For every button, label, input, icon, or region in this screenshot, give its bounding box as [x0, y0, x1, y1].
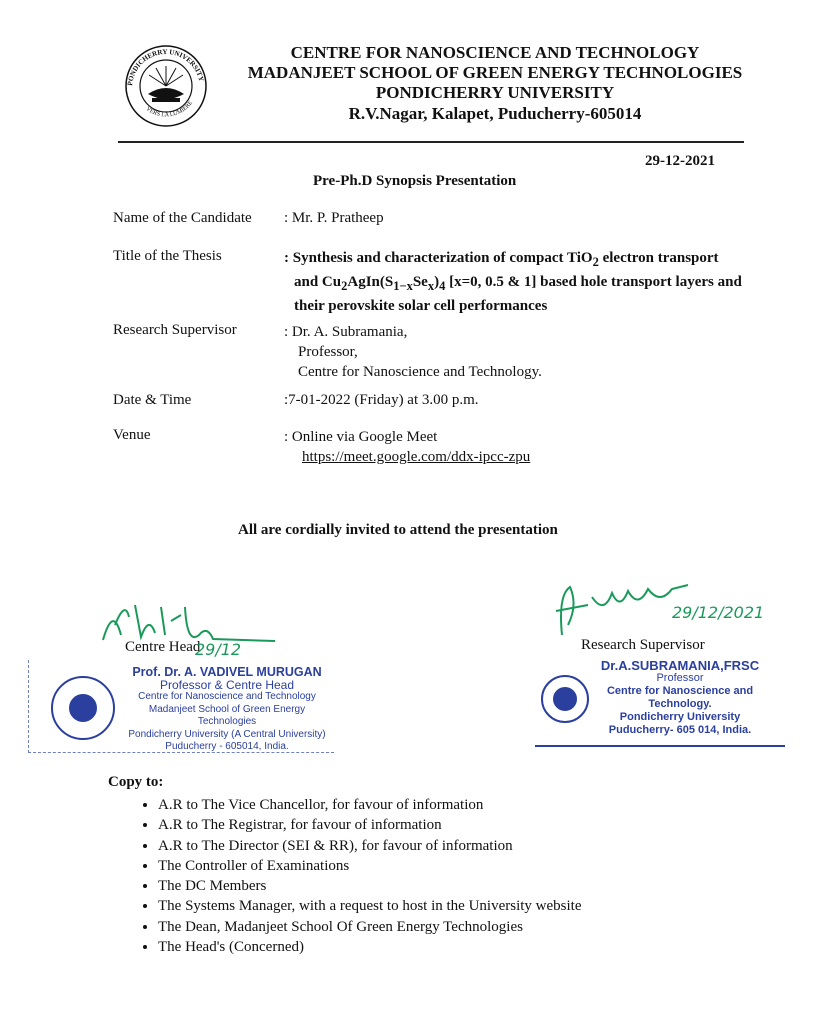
supervisor-value — [284, 322, 542, 382]
candidate-label: Name of the Candidate — [113, 210, 252, 226]
venue-mode: : Online via Google Meet — [284, 429, 438, 445]
list-item: • The Systems Manager, with a request to host in the University website — [158, 896, 582, 916]
stamp-seal-icon — [51, 676, 115, 740]
centre-head-handwritten-date: 29/12 — [195, 640, 242, 659]
supervisor-role: Research Supervisor — [581, 637, 705, 653]
stamp-address: Puducherry - 605014, India. — [165, 741, 289, 752]
thesis-title-line-1: : Synthesis and characterization of compact TiO$_2$ electron transport — [284, 250, 719, 269]
datetime-label: Date & Time — [113, 392, 192, 408]
supervisor-label: Research Supervisor — [113, 322, 237, 338]
document-date: 29-12-2021 — [645, 153, 715, 169]
copy-to-section — [108, 774, 582, 957]
supervisor-handwritten-date: 29/12/2021 — [672, 603, 765, 622]
centre-head-role: Centre Head — [125, 639, 201, 655]
header-divider — [118, 141, 744, 143]
header-line-2: MADANJEET SCHOOL OF GREEN ENERGY TECHNOLOGIES — [247, 63, 743, 82]
stamp-centre: Centre for Nanoscience and Technology — [138, 691, 316, 702]
list-item: • A.R to The Vice Chancellor, for favour of information — [158, 795, 582, 815]
candidate-value: : Mr. P. Pratheep — [284, 210, 384, 226]
thesis-title-label: Title of the Thesis — [113, 248, 222, 264]
document-subject: Pre-Ph.D Synopsis Presentation — [313, 173, 517, 189]
header-address: R.V.Nagar, Kalapet, Puducherry-605014 — [348, 104, 642, 123]
supervisor-department: Centre for Nanoscience and Technology. — [298, 364, 542, 380]
list-item: • A.R to The Registrar, for favour of information — [158, 815, 582, 835]
copy-to-list — [108, 795, 582, 957]
thesis-title-line-2: and $Cu_2AgIn(S_{1-x}Se_x)_4$ [x=0, 0.5 & 1] based hole transport layers and — [294, 274, 742, 293]
list-item: • The Controller of Examinations — [158, 856, 582, 876]
svg-text:VERS LA LUMIERE: VERS LA LUMIERE — [144, 100, 195, 119]
copy-to-label: Copy to: — [108, 774, 164, 790]
supervisor-stamp — [535, 655, 785, 747]
meeting-link[interactable]: https://meet.google.com/ddx-ipcc-zpu — [302, 449, 531, 465]
university-seal-icon — [118, 38, 214, 130]
stamp-university: Pondicherry University (A Central University) — [128, 728, 326, 740]
stamp-centre: Centre for Nanoscience and Technology. — [606, 685, 754, 710]
thesis-title-line-3: their perovskite solar cell performances — [294, 298, 548, 314]
stamp-university: Pondicherry University — [619, 711, 741, 723]
university-logo — [118, 38, 214, 130]
header-line-1: CENTRE FOR NANOSCIENCE AND TECHNOLOGY — [290, 43, 700, 62]
supervisor-name: : Dr. A. Subramania, — [284, 324, 408, 340]
invitation-text: All are cordially invited to attend the presentation — [238, 522, 558, 538]
venue-label: Venue — [113, 427, 151, 443]
centre-head-stamp — [28, 660, 334, 753]
header-line-3: PONDICHERRY UNIVERSITY — [375, 83, 615, 102]
stamp-designation: Professor — [656, 672, 704, 684]
list-item: • The Head's (Concerned) — [158, 937, 582, 957]
datetime-value: :7-01-2022 (Friday) at 3.00 p.m. — [284, 392, 479, 408]
stamp-name: Dr.A.SUBRAMANIA,FRSC — [600, 658, 760, 673]
stamp-name: Prof. Dr. A. VADIVEL MURUGAN — [132, 665, 322, 679]
list-item: • A.R to The Director (SEI & RR), for favour of information — [158, 836, 582, 856]
svg-text:PONDICHERRY UNIVERSITY: PONDICHERRY UNIVERSITY — [126, 47, 206, 87]
stamp-address: Puducherry- 605 014, India. — [608, 724, 752, 736]
list-item: • The Dean, Madanjeet School Of Green Energy Technologies — [158, 917, 582, 937]
stamp-school: Madanjeet School of Green Energy Technologies — [148, 703, 306, 727]
venue-value — [284, 427, 530, 467]
supervisor-title: Professor, — [298, 344, 358, 360]
stamp-designation: Professor & Centre Head — [159, 677, 295, 692]
thesis-title-value — [284, 248, 784, 316]
list-item: • The DC Members — [158, 876, 582, 896]
